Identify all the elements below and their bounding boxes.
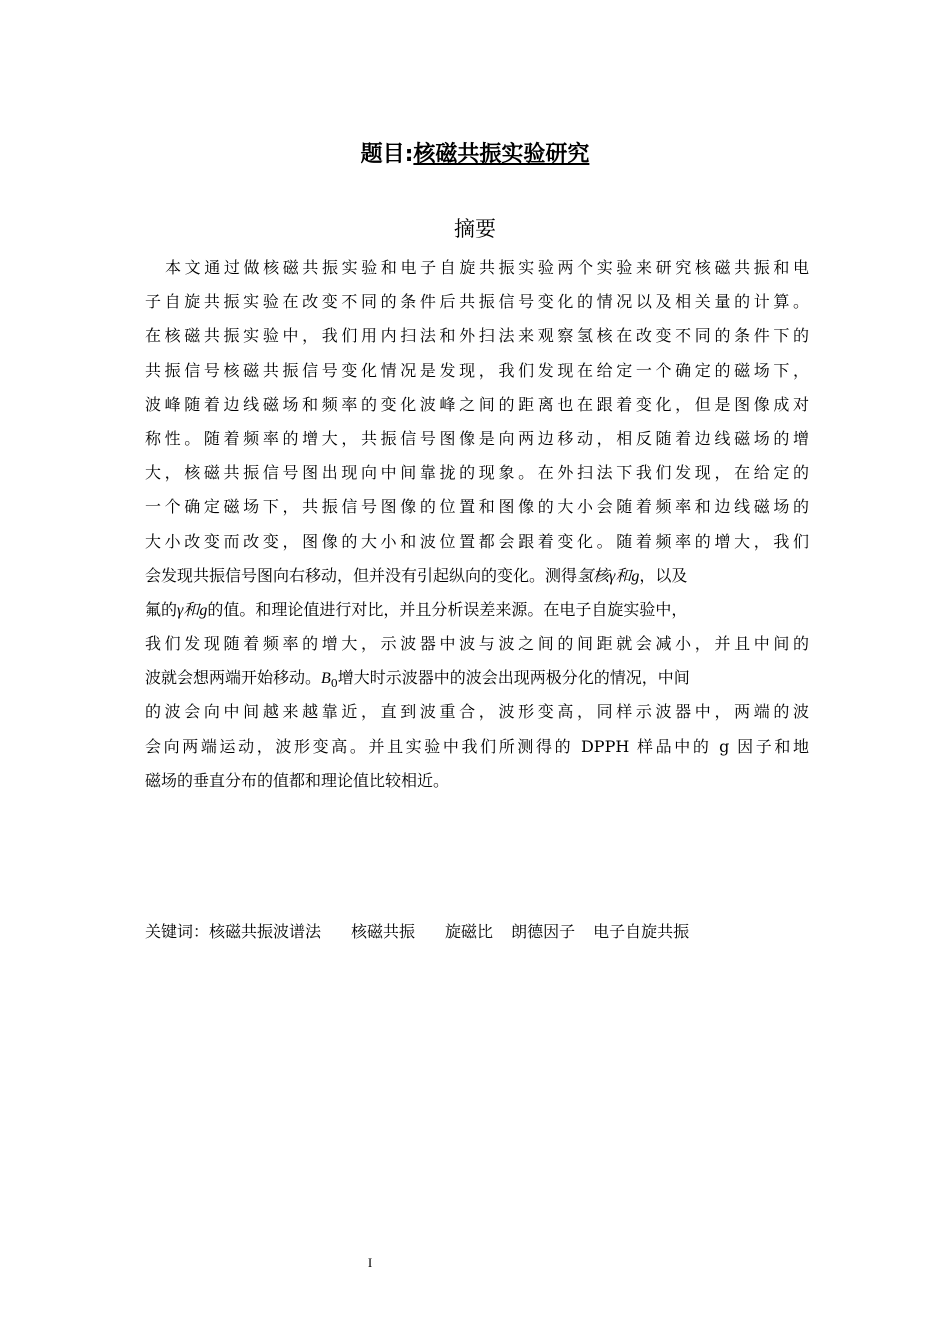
abstract-line: 共振信号核磁共振信号变化情况是发现，我们发现在给定一个确定的磁场下， bbox=[145, 360, 809, 380]
title-main: 核磁共振实验研究 bbox=[413, 142, 590, 167]
abstract-line: 的波会向中间越来越靠近，直到波重合，波形变高，同样示波器中，两端的波 bbox=[145, 702, 809, 722]
abstract-text: 的值。和理论值进行对比，并且分析误差来源。在电子自旋实验中， bbox=[207, 599, 688, 619]
abstract-line: 本文通过做核磁共振实验和电子自旋共振实验两个实验来研究核磁共振和电 bbox=[165, 258, 809, 277]
keyword-item: 核磁共振波谱法 bbox=[209, 922, 322, 941]
abstract-line bbox=[145, 559, 809, 593]
abstract-text: 会发现共振信号图向右移动，但并没有引起纵向的变化。测得 bbox=[145, 565, 578, 585]
keyword-item: 朗德因子 bbox=[511, 922, 576, 941]
abstract-line: 在核磁共振实验中，我们用内扫法和外扫法来观察氢核在改变不同的条件下的 bbox=[145, 326, 809, 346]
math-expression: γ和g bbox=[177, 601, 208, 619]
abstract-body bbox=[145, 251, 809, 798]
page-number: I bbox=[367, 1255, 373, 1270]
math-subscript: 0 bbox=[330, 677, 338, 691]
math-expression: 氢核γ和g bbox=[577, 567, 640, 585]
abstract-text: 氟的 bbox=[145, 599, 178, 619]
abstract-line: 子自旋共振实验在改变不同的条件后共振信号变化的情况以及相关量的计算。 bbox=[145, 292, 809, 312]
abstract-line: 称性。随着频率的增大，共振信号图像是向两边移动，相反随着边线磁场的增 bbox=[145, 428, 809, 448]
abstract-line bbox=[145, 593, 809, 627]
keyword-item: 旋磁比 bbox=[445, 922, 494, 941]
abstract-text: 增大时示波器中的波会出现两极分化的情况，中间 bbox=[337, 668, 690, 688]
abstract-line: 大小改变而改变，图像的大小和波位置都会跟着变化。随着频率的增大，我们 bbox=[145, 531, 809, 551]
abstract-line: 波峰随着边线磁场和频率的变化波峰之间的距离也在跟着变化，但是图像成对 bbox=[145, 394, 809, 414]
abstract-line: 大，核磁共振信号图出现向中间靠拢的现象。在外扫法下我们发现，在给定的 bbox=[145, 463, 809, 483]
keyword-item: 核磁共振 bbox=[351, 922, 416, 941]
keyword-item: 电子自旋共振 bbox=[593, 922, 690, 941]
keywords-label: 关键词： bbox=[145, 922, 210, 941]
abstract-text: ，以及 bbox=[639, 565, 688, 585]
title-prefix: 题目: bbox=[360, 142, 414, 167]
math-symbol-b: B bbox=[321, 670, 331, 688]
abstract-heading: 摘要 bbox=[454, 217, 496, 241]
abstract-text: 波就会想两端开始移动。 bbox=[145, 668, 322, 688]
keywords-line bbox=[145, 919, 689, 942]
abstract-line: 会向两端运动，波形变高。并且实验中我们所测得的 DPPH 样品中的 g 因子和地 bbox=[145, 736, 809, 756]
abstract-line: 磁场的垂直分布的值都和理论值比较相近。 bbox=[145, 770, 450, 790]
page-title bbox=[0, 137, 950, 168]
abstract-line: 一个确定磁场下，共振信号图像的位置和图像的大小会随着频率和边线磁场的 bbox=[145, 497, 809, 517]
abstract-line bbox=[145, 661, 809, 695]
abstract-line: 我们发现随着频率的增大，示波器中波与波之间的间距就会减小，并且中间的 bbox=[145, 634, 809, 654]
